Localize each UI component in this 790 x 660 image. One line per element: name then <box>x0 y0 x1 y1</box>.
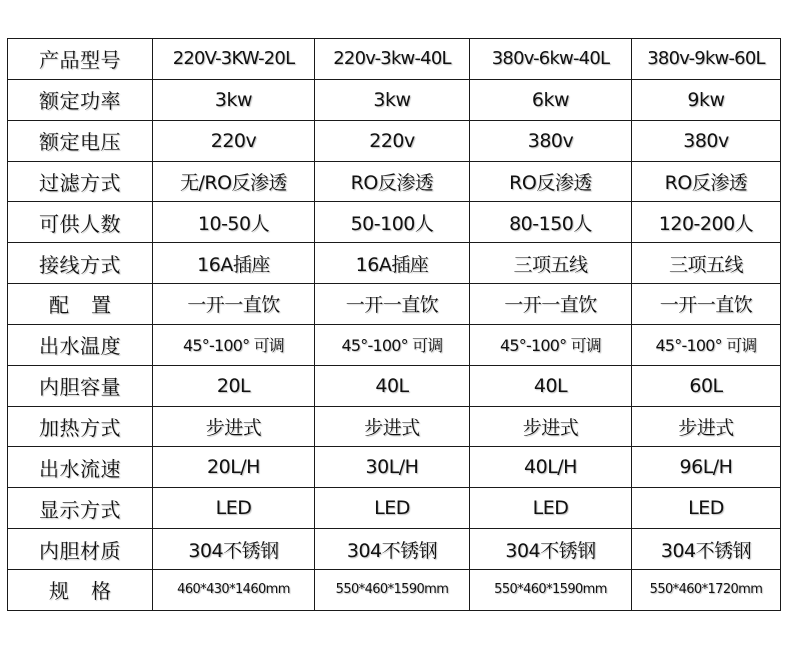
row-filter-method <box>8 161 781 202</box>
row-label: 过滤方式 <box>8 161 153 202</box>
table-cell: 步进式 <box>315 406 470 447</box>
row-label: 额定功率 <box>8 79 153 120</box>
table-cell: 220v-3kw-40L <box>315 39 470 80</box>
table-cell: 步进式 <box>470 406 632 447</box>
table-cell: 3kw <box>153 79 315 120</box>
table-cell: 一开一直饮 <box>153 284 315 325</box>
table-cell: 120-200人 <box>632 202 781 243</box>
row-label: 接线方式 <box>8 243 153 284</box>
row-label: 额定电压 <box>8 120 153 161</box>
table-cell: 45°-100° 可调 <box>153 324 315 365</box>
table-cell: 45°-100° 可调 <box>470 324 632 365</box>
table-cell: 380v <box>470 120 632 161</box>
table-cell: 40L <box>470 365 632 406</box>
row-capacity-people <box>8 202 781 243</box>
table-cell: 304不锈钢 <box>470 529 632 570</box>
table-cell: 220V-3KW-20L <box>153 39 315 80</box>
table-cell: 460*430*1460mm <box>153 569 315 610</box>
table-cell: 40L/H <box>470 447 632 488</box>
table-cell: 无/RO反渗透 <box>153 161 315 202</box>
table-cell: RO反渗透 <box>632 161 781 202</box>
table-cell: 10-50人 <box>153 202 315 243</box>
table-cell: LED <box>470 488 632 529</box>
table-cell: 9kw <box>632 79 781 120</box>
table-cell: 304不锈钢 <box>153 529 315 570</box>
row-wiring <box>8 243 781 284</box>
row-label: 出水温度 <box>8 324 153 365</box>
row-label: 规格 <box>8 569 153 610</box>
row-outlet-temperature <box>8 324 781 365</box>
row-heating-method <box>8 406 781 447</box>
table-cell: 550*460*1590mm <box>315 569 470 610</box>
row-label: 显示方式 <box>8 488 153 529</box>
row-label: 内胆容量 <box>8 365 153 406</box>
table-cell: 20L <box>153 365 315 406</box>
table-cell: 380v-6kw-40L <box>470 39 632 80</box>
table-cell: 一开一直饮 <box>315 284 470 325</box>
table-cell: 304不锈钢 <box>315 529 470 570</box>
table-cell: RO反渗透 <box>315 161 470 202</box>
table-cell: 6kw <box>470 79 632 120</box>
table-cell: 步进式 <box>632 406 781 447</box>
table-cell: 550*460*1720mm <box>632 569 781 610</box>
row-display <box>8 488 781 529</box>
table-cell: 380v <box>632 120 781 161</box>
table-cell: 三项五线 <box>632 243 781 284</box>
row-model <box>8 39 781 80</box>
table-cell: LED <box>315 488 470 529</box>
table-cell: 20L/H <box>153 447 315 488</box>
row-tank-material <box>8 529 781 570</box>
table-cell: 50-100人 <box>315 202 470 243</box>
table-cell: 220v <box>153 120 315 161</box>
row-configuration <box>8 284 781 325</box>
row-label: 出水流速 <box>8 447 153 488</box>
table-cell: 三项五线 <box>470 243 632 284</box>
table-cell: 45°-100° 可调 <box>632 324 781 365</box>
table-cell: LED <box>632 488 781 529</box>
table-cell: 一开一直饮 <box>470 284 632 325</box>
table-cell: 30L/H <box>315 447 470 488</box>
row-rated-voltage <box>8 120 781 161</box>
row-label: 配置 <box>8 284 153 325</box>
table-cell: 16A插座 <box>153 243 315 284</box>
table-cell: LED <box>153 488 315 529</box>
table-cell: 一开一直饮 <box>632 284 781 325</box>
table-cell: 步进式 <box>153 406 315 447</box>
table-cell: 220v <box>315 120 470 161</box>
table-cell: 380v-9kw-60L <box>632 39 781 80</box>
table-cell: 60L <box>632 365 781 406</box>
table-cell: 45°-100° 可调 <box>315 324 470 365</box>
row-label: 可供人数 <box>8 202 153 243</box>
table-cell: 304不锈钢 <box>632 529 781 570</box>
table-cell: 80-150人 <box>470 202 632 243</box>
row-dimensions <box>8 569 781 610</box>
spec-table <box>7 38 781 611</box>
row-tank-volume <box>8 365 781 406</box>
table-cell: 40L <box>315 365 470 406</box>
table-cell: 550*460*1590mm <box>470 569 632 610</box>
row-label: 内胆材质 <box>8 529 153 570</box>
row-label: 产品型号 <box>8 39 153 80</box>
row-flow-rate <box>8 447 781 488</box>
row-label: 加热方式 <box>8 406 153 447</box>
table-cell: 16A插座 <box>315 243 470 284</box>
table-cell: 96L/H <box>632 447 781 488</box>
table-cell: RO反渗透 <box>470 161 632 202</box>
table-cell: 3kw <box>315 79 470 120</box>
row-rated-power <box>8 79 781 120</box>
